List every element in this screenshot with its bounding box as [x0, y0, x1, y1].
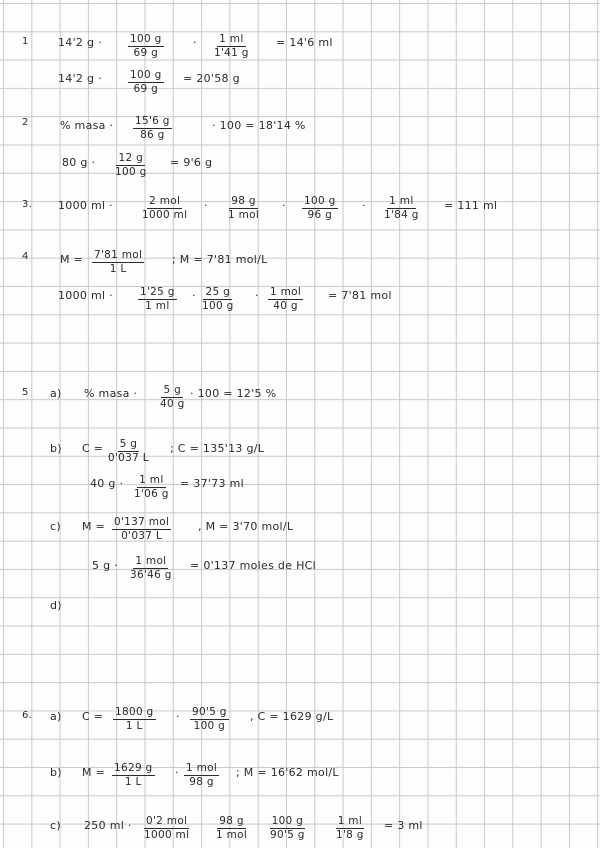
fraction — [200, 287, 236, 311]
fraction-numerator: 0'137 mol — [114, 516, 170, 528]
fraction — [133, 116, 172, 140]
expression-text: % masa · — [60, 119, 114, 132]
expression-result: = 3 ml — [384, 819, 423, 832]
fraction-numerator: 100 g — [304, 195, 336, 207]
fraction-denominator: 1 ml — [145, 299, 170, 312]
problem-number: 6. — [22, 710, 33, 721]
fraction-denominator: 1 L — [124, 775, 142, 788]
expression-result: = 111 ml — [444, 199, 498, 212]
expression-text: 250 ml · — [84, 819, 132, 832]
expression-result: = 9'6 g — [170, 156, 213, 169]
expression-result: , C = 1629 g/L — [250, 710, 334, 723]
expression-result: ; M = 16'62 mol/L — [236, 766, 339, 779]
fraction-denominator: 0'037 L — [121, 529, 163, 542]
problem-number: 3. — [22, 199, 33, 210]
fraction — [214, 816, 249, 840]
fraction — [106, 439, 151, 463]
fraction-numerator: 1 ml — [139, 474, 164, 486]
fraction — [92, 250, 144, 274]
fraction — [382, 196, 421, 220]
part-label: c) — [50, 819, 61, 832]
fraction-numerator: 1 mol — [135, 555, 167, 567]
expression-text: 14'2 g · — [58, 72, 102, 85]
expression-text: C = — [82, 442, 104, 455]
expression-text: · — [362, 199, 366, 212]
fraction-denominator: 1 mol — [216, 828, 248, 841]
fraction — [132, 475, 171, 499]
expression-text: · — [175, 766, 179, 779]
fraction-numerator: 100 g — [271, 815, 304, 827]
fraction-numerator: 90'5 g — [192, 706, 227, 718]
fraction-numerator: 100 g — [130, 33, 162, 45]
fraction-numerator: 1 mol — [270, 286, 302, 298]
fraction-denominator: 40 g — [160, 397, 185, 410]
expression-text: · — [204, 199, 208, 212]
expression-text: · — [193, 36, 197, 49]
expression-text: % masa · — [84, 387, 138, 400]
fraction-numerator: 1629 g — [114, 762, 153, 774]
expression-text: M = — [60, 253, 84, 266]
fraction-denominator: 1000 ml — [144, 828, 190, 841]
fraction — [112, 763, 155, 787]
expression-result: = 7'81 mol — [328, 289, 392, 302]
problem-number: 1 — [22, 36, 29, 47]
fraction-denominator: 69 g — [133, 82, 159, 95]
expression-text: · — [192, 289, 196, 302]
expression-text: 1000 ml · — [58, 289, 113, 302]
expression-text: M = — [82, 766, 106, 779]
expression-text: 80 g · — [62, 156, 96, 169]
fraction-numerator: 15'6 g — [135, 115, 170, 127]
part-label: c) — [50, 520, 61, 533]
fraction — [138, 287, 177, 311]
fraction-denominator: 0'037 L — [108, 451, 149, 464]
fraction-denominator: 69 g — [133, 46, 159, 59]
expression-result: ; C = 135'13 g/L — [170, 442, 265, 455]
fraction — [158, 385, 187, 409]
fraction — [268, 816, 307, 840]
fraction-denominator: 100 g — [202, 299, 234, 312]
expression-text: 14'2 g · — [58, 36, 102, 49]
part-label: b) — [50, 442, 62, 455]
expression-text: · — [176, 710, 180, 723]
fraction-numerator: 98 g — [231, 195, 256, 207]
fraction — [112, 517, 171, 541]
fraction-denominator: 1 L — [125, 719, 143, 732]
expression-result: = 14'6 ml — [276, 36, 333, 49]
fraction — [128, 556, 174, 580]
fraction-numerator: 7'81 mol — [94, 249, 143, 261]
expression-text: C = — [82, 710, 104, 723]
fraction — [212, 34, 251, 58]
expression-text: 1000 ml · — [58, 199, 113, 212]
fraction-numerator: 2 mol — [149, 195, 181, 207]
fraction — [226, 196, 261, 220]
expression-text: 40 g · — [90, 477, 124, 490]
fraction-numerator: 1'25 g — [140, 286, 175, 298]
fraction-numerator: 1 ml — [389, 195, 414, 207]
problem-number: 5 — [22, 387, 29, 398]
fraction-denominator: 1'8 g — [336, 828, 364, 841]
fraction — [268, 287, 303, 311]
fraction — [184, 763, 219, 787]
expression-text: 5 g · — [92, 559, 118, 572]
fraction-denominator: 98 g — [189, 775, 214, 788]
fraction-numerator: 1 ml — [219, 33, 244, 45]
fraction-numerator: 5 g — [163, 384, 182, 396]
fraction-denominator: 1 mol — [228, 208, 260, 221]
expression-text: M = — [82, 520, 106, 533]
fraction — [302, 196, 338, 220]
expression-result: = 0'137 moles de HCl — [190, 559, 316, 572]
fraction — [140, 196, 189, 220]
expression-text: · — [255, 289, 259, 302]
fraction-numerator: 1 mol — [186, 762, 218, 774]
fraction-numerator: 25 g — [205, 286, 231, 298]
fraction-numerator: 0'2 mol — [146, 815, 188, 827]
part-label: a) — [50, 387, 62, 400]
fraction — [142, 816, 191, 840]
fraction-denominator: 1000 ml — [142, 208, 188, 221]
problem-number: 4 — [22, 251, 29, 262]
part-label: b) — [50, 766, 62, 779]
part-label: d) — [50, 599, 62, 612]
fraction-denominator: 96 g — [307, 208, 333, 221]
fraction-denominator: 100 g — [115, 165, 147, 178]
fraction-numerator: 1 ml — [337, 815, 363, 827]
fraction-numerator: 1800 g — [115, 706, 154, 718]
expression-result: = 20'58 g — [183, 72, 240, 85]
fraction — [334, 816, 366, 840]
problem-number: 2 — [22, 117, 29, 128]
expression-result: · 100 = 18'14 % — [212, 119, 306, 132]
fraction — [128, 34, 164, 58]
fraction-denominator: 1'06 g — [134, 487, 169, 500]
fraction-denominator: 40 g — [273, 299, 298, 312]
fraction-numerator: 98 g — [219, 815, 244, 827]
expression-result: , M = 3'70 mol/L — [198, 520, 294, 533]
fraction-denominator: 90'5 g — [270, 828, 305, 841]
fraction-numerator: 5 g — [119, 438, 138, 450]
fraction-numerator: 12 g — [118, 152, 144, 164]
fraction-denominator: 1'41 g — [214, 46, 249, 59]
fraction — [113, 707, 156, 731]
fraction-denominator: 36'46 g — [130, 568, 172, 581]
fraction-denominator: 1 L — [109, 262, 127, 275]
expression-result: · 100 = 12'5 % — [190, 387, 277, 400]
fraction — [113, 153, 149, 177]
fraction-numerator: 100 g — [130, 69, 162, 81]
part-label: a) — [50, 710, 62, 723]
expression-result: ; M = 7'81 mol/L — [172, 253, 268, 266]
fraction-denominator: 100 g — [193, 719, 226, 732]
fraction — [190, 707, 229, 731]
fraction — [128, 70, 164, 94]
expression-text: · — [282, 199, 286, 212]
expression-result: = 37'73 ml — [180, 477, 244, 490]
fraction-denominator: 1'84 g — [384, 208, 419, 221]
fraction-denominator: 86 g — [140, 128, 165, 141]
